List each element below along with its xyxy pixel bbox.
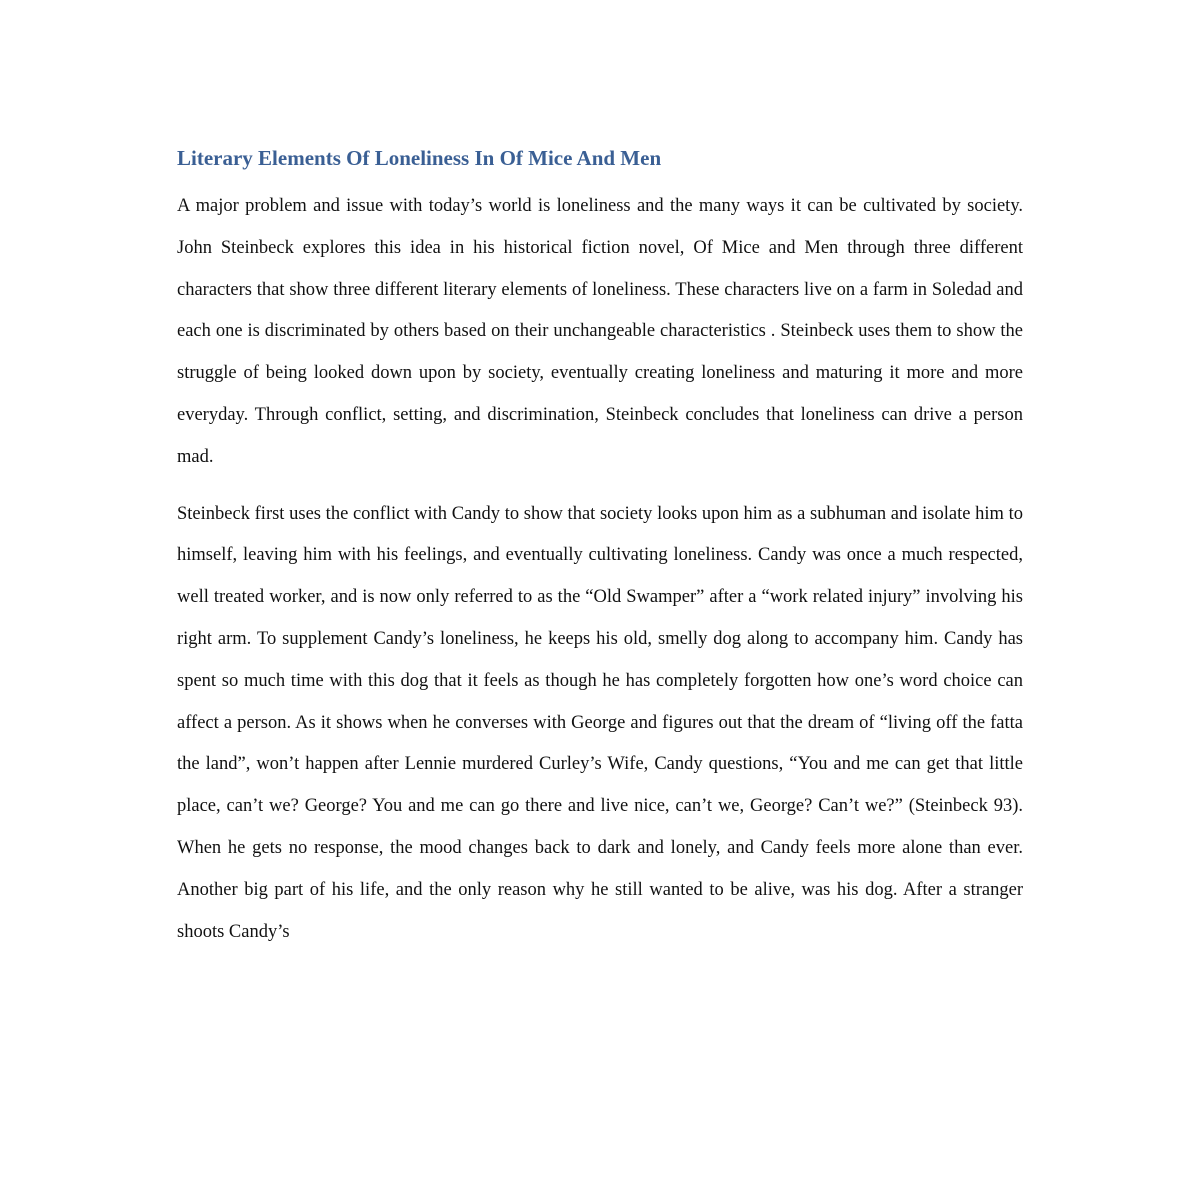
- paragraph-candy-conflict: Steinbeck first uses the conflict with Candy to show that society looks upon him as a subhuman and isolate him to himself, leaving him with his feelings, and eventually cultivating loneliness. Candy was once a much respected, well treated worker, and is now only referred to as the “Old Swamper” after a “work related injury” involving his right arm. To supplement Candy’s loneliness, he keeps his old, smelly dog along to accompany him. Candy has spent so much time with this dog that it feels as though he has completely forgotten how one’s word choice can affect a person. As it shows when he converses with George and figures out that the dream of “living off the fatta the land”, won’t happen after Lennie murdered Curley’s Wife, Candy questions, “You and me can get that little place, can’t we? George? You and me can go there and live nice, can’t we, George? Can’t we?” (Steinbeck 93). When he gets no response, the mood changes back to dark and lonely, and Candy feels more alone than ever. Another big part of his life, and the only reason why he still wanted to be alive, was his dog. After a stranger shoots Candy’s: [177, 503, 1023, 942]
- document-body: [177, 140, 1023, 953]
- document-title: Literary Elements Of Loneliness In Of Mice And Men: [177, 146, 662, 170]
- paragraph-introduction: A major problem and issue with today’s world is loneliness and the many ways it can be cultivated by society. John Steinbeck explores this idea in his historical fiction novel, Of Mice and Men through three different characters that show three different literary elements of loneliness. These characters live on a farm in Soledad and each one is discriminated by others based on their unchangeable characteristics . Steinbeck uses them to show the struggle of being looked down upon by society, eventually creating loneliness and maturing it more and more everyday. Through conflict, setting, and discrimination, Steinbeck concludes that loneliness can drive a person mad.: [177, 196, 1023, 467]
